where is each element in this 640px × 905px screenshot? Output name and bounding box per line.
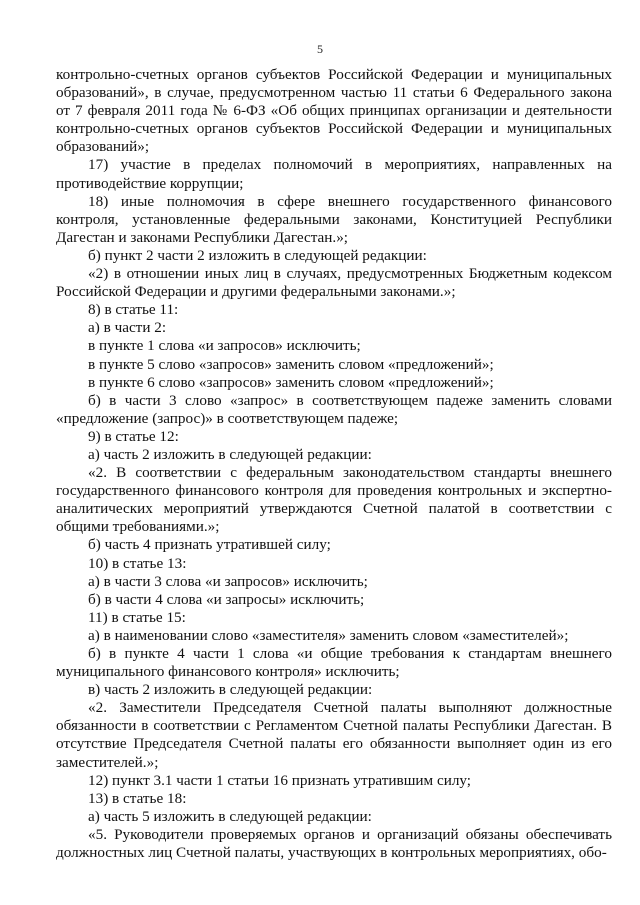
- paragraph: 11) в статье 15:: [88, 608, 186, 626]
- paragraph: а) в части 2:: [88, 319, 167, 337]
- document-body: [56, 66, 612, 862]
- paragraph: «2) в отношении иных лиц в случаях, предусмотренных Бюджетным кодексом Российской Федерации и другими федеральными законами.»;: [56, 265, 612, 301]
- paragraph: б) в пункте 4 части 1 слова «и общие требования к стандартам внешнего муниципального финансового контроля» исключить;: [56, 645, 612, 681]
- paragraph: б) в части 4 слова «и запросы» исключить;: [88, 590, 365, 608]
- paragraph: в) часть 2 изложить в следующей редакции:: [88, 681, 373, 699]
- paragraph: в пункте 1 слова «и запросов» исключить;: [88, 337, 361, 355]
- paragraph: 17) участие в пределах полномочий в мероприятиях, направленных на противодействие коррупции;: [56, 156, 612, 192]
- paragraph: в пункте 5 слово «запросов» заменить словом «предложений»;: [88, 355, 494, 373]
- paragraph: «2. Заместители Председателя Счетной палаты выполняют должностные обязанности в соответствии с Регламентом Счетной палаты Республики Дагестан. В отсутствие Председателя Счетной палаты его обязанности выполняет один из его заместителей.»;: [56, 699, 612, 771]
- paragraph: в пункте 6 слово «запросов» заменить словом «предложений»;: [88, 373, 494, 391]
- paragraph: а) часть 2 изложить в следующей редакции:: [88, 445, 372, 463]
- paragraph: «2. В соответствии с федеральным законодательством стандарты внешнего государственного финансового контроля для проведения контрольных и экспертно-аналитических мероприятий утверждаются Счетной палатой в соответствии с общими требованиями.»;: [56, 464, 612, 536]
- paragraph: а) в части 3 слова «и запросов» исключить;: [88, 572, 368, 590]
- paragraph: а) в наименовании слово «заместителя» заменить словом «заместителей»;: [88, 626, 569, 644]
- paragraph: а) часть 5 изложить в следующей редакции:: [88, 807, 372, 825]
- paragraph: б) пункт 2 части 2 изложить в следующей редакции:: [88, 246, 427, 264]
- page-number: 5: [317, 42, 323, 56]
- paragraph: 10) в статье 13:: [88, 554, 187, 572]
- paragraph: 12) пункт 3.1 части 1 статьи 16 признать утратившим силу;: [88, 771, 472, 789]
- paragraph: б) в части 3 слово «запрос» в соответствующем падеже заменить словами «предложение (запрос)» в соответствующем падеже;: [56, 391, 612, 427]
- paragraph: 8) в статье 11:: [88, 301, 179, 319]
- paragraph: 18) иные полномочия в сфере внешнего государственного финансового контроля, установленные федеральными законами, Конституцией Республики Дагестан и законами Республики Дагестан.»;: [56, 192, 612, 246]
- paragraph: б) часть 4 признать утратившей силу;: [88, 536, 331, 554]
- paragraph: 9) в статье 12:: [88, 427, 179, 445]
- paragraph: контрольно-счетных органов субъектов Российской Федерации и муниципальных образований», в случае, предусмотренном частью 11 статьи 6 Федерального закона от 7 февраля 2011 года № 6-ФЗ «Об общих принципах организации и деятельности контрольно-счетных органов субъектов Российской Федерации и муниципальных образований»;: [56, 66, 612, 156]
- paragraph: «5. Руководители проверяемых органов и организаций обязаны обеспечивать должностных лиц Счетной палаты, участвующих в контрольных мероприятиях, обо-: [56, 825, 612, 862]
- paragraph: 13) в статье 18:: [88, 789, 187, 807]
